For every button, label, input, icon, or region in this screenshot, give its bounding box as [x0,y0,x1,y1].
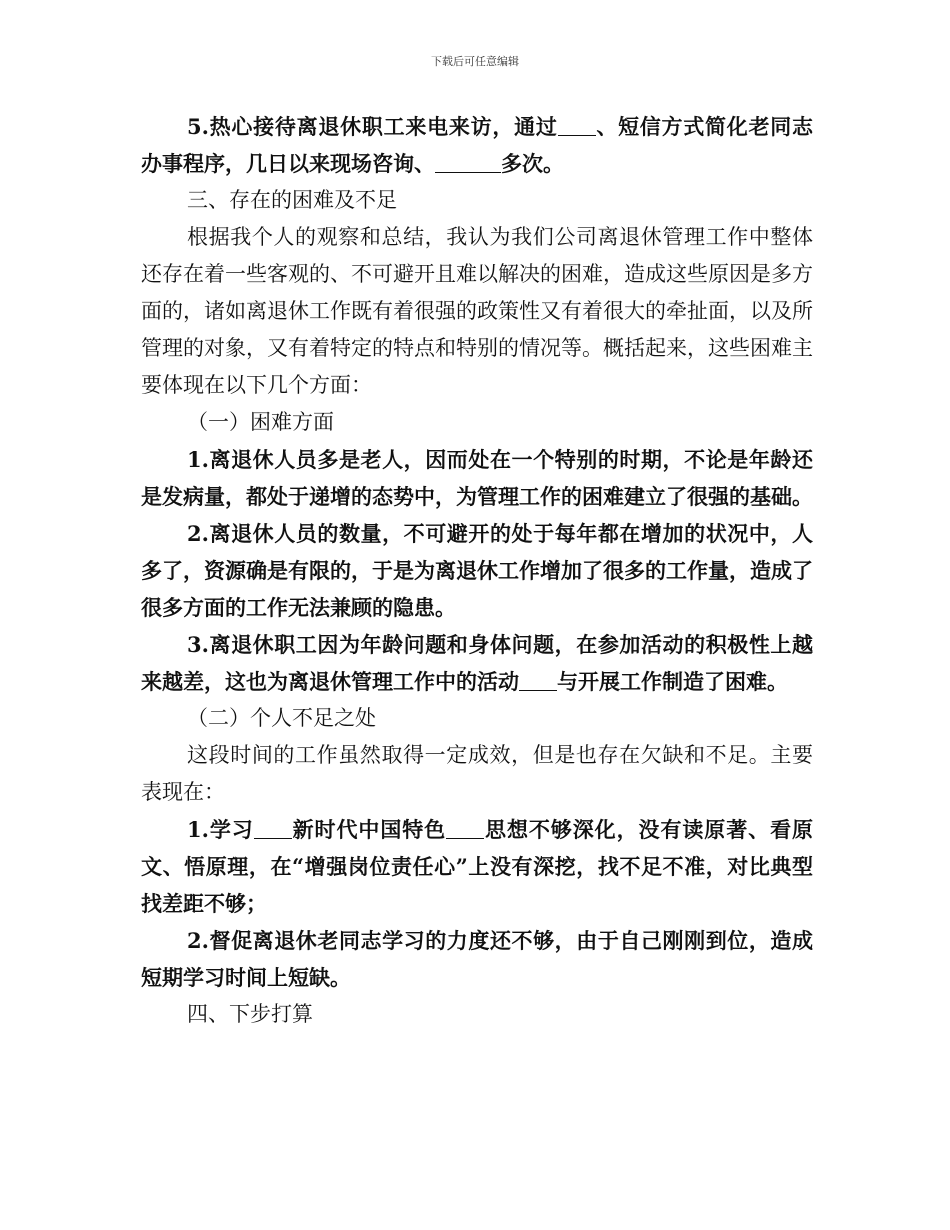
text-run: 新时代中国特色 [291,817,447,842]
text-run: 3.离退休职工因为年龄问题和身体问题，在参加活动的积极性上越来越差，这也为离退休管理工作中的活动 [141,632,813,694]
blank-line [519,668,557,691]
subheading-difficulties: （一）困难方面 [187,410,334,434]
blank-line [435,150,501,173]
difficulty-item-3 [141,626,813,700]
page-header: 下载后可任意编辑 [431,55,519,68]
text-run: 与开展工作制造了困难。 [557,669,788,694]
section-heading-3: 三、存在的困难及不足 [187,188,397,212]
shortcoming-item-2: 2.督促离退休老同志学习的力度还不够，由于自己刚刚到位，造成短期学习时间上短缺。 [141,928,813,990]
blank-line [254,816,292,839]
section-heading-4: 四、下步打算 [187,1002,313,1026]
blank-line [446,816,484,839]
document-body [141,108,813,1033]
shortcoming-item-1 [141,811,813,922]
paragraph-shortcomings-intro: 这段时间的工作虽然取得一定成效，但是也存在欠缺和不足。主要表现在： [141,743,813,804]
text-run: 5.热心接待离退休职工来电来访，通过 [187,114,558,139]
text-run: 多次。 [501,151,564,176]
difficulty-item-1: 1.离退休人员多是老人，因而处在一个特别的时期，不论是年龄还是发病量，都处于递增的态势中，为管理工作的困难建立了很强的基础。 [141,447,813,509]
text-run: 1.学习 [187,817,254,842]
subheading-shortcomings: （二）个人不足之处 [187,706,376,730]
paragraph-difficulties-intro: 根据我个人的观察和总结，我认为我们公司离退休管理工作中整体还存在着一些客观的、不可避开且难以解决的困难，造成这些原因是多方面的，诸如离退休工作既有着很强的政策性又有着很大的牵扯面，以及所管理的对象，又有着特定的特点和特别的情况等。概括起来，这些困难主要体现在以下几个方面： [141,225,813,397]
text-run: 思想不够深化，没有读原著、看原文、悟原理，在“增强岗位责任心”上没有深挖，找不足不准，对比典型找差距不够； [141,817,813,916]
paragraph-item-5 [141,108,813,182]
difficulty-item-2: 2.离退休人员的数量，不可避开的处于每年都在增加的状况中，人多了，资源确是有限的，于是为离退休工作增加了很多的工作量，造成了很多方面的工作无法兼顾的隐患。 [141,521,813,620]
text-run: 、短信方式简化老同志办事程序，几日以来现场咨询、 [141,114,814,176]
blank-line [558,113,596,136]
